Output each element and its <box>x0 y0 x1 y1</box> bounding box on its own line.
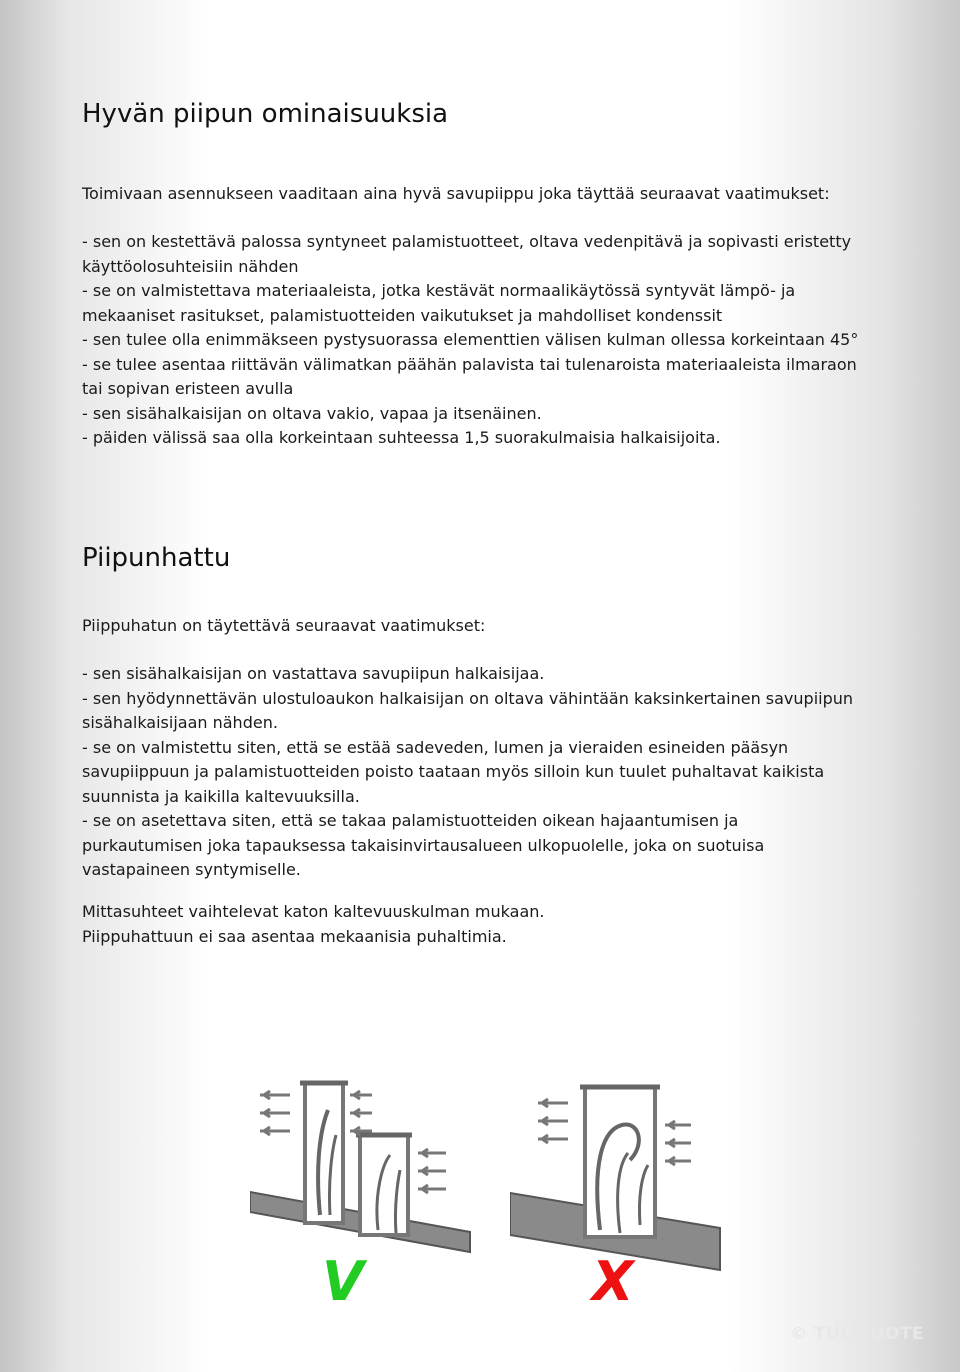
wrong-cross-mark: X <box>592 1250 634 1313</box>
cap-requirements-list <box>82 662 922 883</box>
requirement-line: - sen tulee olla enimmäkseen pystysuorassa elementtien välisen kulman ollessa korkeintaan 45° <box>82 330 859 349</box>
requirement-line: - päiden välissä saa olla korkeintaan suhteessa 1,5 suorakulmaisia halkaisijoita. <box>82 428 721 447</box>
requirement-line: sisähalkaisijaan nähden. <box>82 713 278 732</box>
requirement-line: suunnista ja kaikilla kaltevuuksilla. <box>82 786 360 806</box>
note-line: Mittasuhteet vaihtelevat katon kaltevuuskulman mukaan. <box>82 902 545 921</box>
requirement-line: - sen hyödynnettävän ulostuloaukon halkaisijan on oltava vähintään kaksinkertainen savupiipun <box>82 688 854 708</box>
correct-check-mark: V <box>322 1250 364 1313</box>
cap-notes <box>82 900 922 949</box>
requirement-line: - se on valmistettu siten, että se estää sadeveden, lumen ja vieraiden esineiden pääsyn <box>82 737 789 757</box>
section-intro: Toimivaan asennukseen vaaditaan aina hyvä savupiippu joka täyttää seuraavat vaatimukset: <box>82 184 830 203</box>
requirement-line: savupiippuun ja palamistuotteiden poisto taataan myös silloin kun tuulet puhaltavat kaikista <box>82 762 825 781</box>
requirement-line: - sen sisähalkaisijan on vastattava savupiipun halkaisijaa. <box>82 664 545 683</box>
requirement-line: vastapaineen syntymiselle. <box>82 860 301 879</box>
requirement-line: purkautumisen joka tapauksessa takaisinvirtausalueen ulkopuolelle, joka on suotuisa <box>82 835 765 855</box>
requirement-line: mekaaniset rasitukset, palamistuotteiden vaikutukset ja mahdolliset kondenssit <box>82 305 723 325</box>
requirements-list <box>82 230 922 451</box>
requirement-line: - se on valmistettava materiaaleista, jotka kestävät normaalikäytössä syntyvät lämpö- ja <box>82 281 796 300</box>
section-intro: Piippuhatun on täytettävä seuraavat vaatimukset: <box>82 616 486 635</box>
requirement-line: käyttöolosuhteisiin nähden <box>82 256 299 276</box>
correct-chimney-illustration <box>250 1065 480 1315</box>
section-title-good-chimney: Hyvän piipun ominaisuuksia <box>82 99 449 129</box>
copyright-watermark: © TULITUOTE <box>790 1324 925 1344</box>
requirement-line: tai sopivan eristeen avulla <box>82 379 294 398</box>
section-title-chimney-cap: Piipunhattu <box>82 543 231 573</box>
requirement-line: - se tulee asentaa riittävän välimatkan päähän palavista tai tulenaroista materiaaleista ilmaraon <box>82 354 857 374</box>
note-line: Piippuhattuun ei saa asentaa mekaanisia puhaltimia. <box>82 926 507 946</box>
requirement-line: - se on asetettava siten, että se takaa palamistuotteiden oikean hajaantumisen ja <box>82 811 739 830</box>
requirement-line: - sen on kestettävä palossa syntyneet palamistuotteet, oltava vedenpitävä ja sopivasti eristetty <box>82 232 852 251</box>
requirement-line: - sen sisähalkaisijan on oltava vakio, vapaa ja itsenäinen. <box>82 403 542 423</box>
